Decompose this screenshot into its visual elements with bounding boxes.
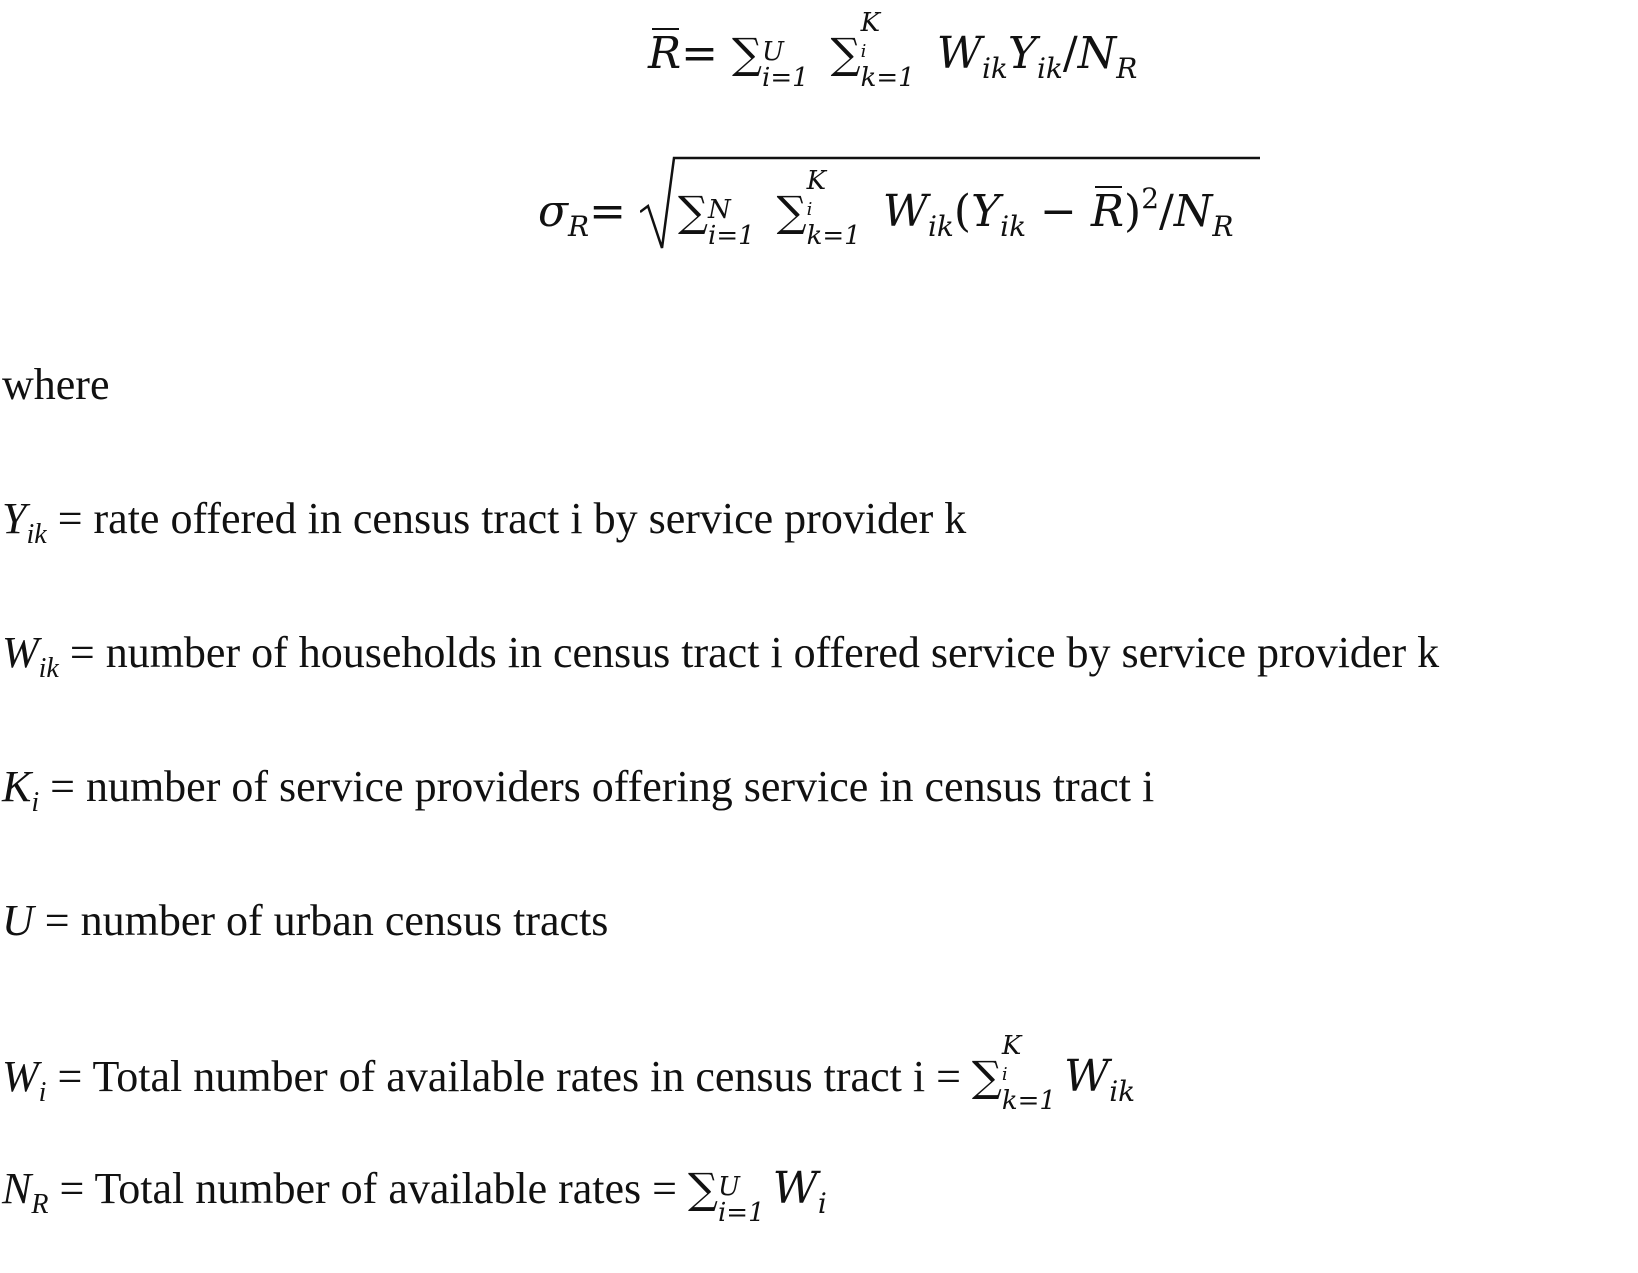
divisor-term: N	[1173, 186, 1213, 237]
equals-sign: =	[681, 28, 719, 79]
sum-upper-letter: K	[1001, 1031, 1022, 1061]
sum-upper-limit	[861, 10, 915, 65]
sum-upper-subscript: i	[1001, 1064, 1008, 1085]
definition-text: = number of urban census tracts	[33, 896, 609, 945]
minus-sign: −	[1026, 186, 1091, 237]
definition-symbol: Y	[2, 494, 27, 543]
sum-lower-limit: i=1	[717, 1198, 765, 1228]
sum-upper-limit: N	[708, 195, 731, 225]
equals-sign: =	[589, 186, 627, 237]
sum-lower-limit: i=1	[762, 63, 809, 93]
close-paren: )	[1124, 186, 1142, 237]
sigma-subscript: R	[568, 210, 590, 243]
divisor-subscript: R	[1212, 210, 1234, 243]
sum-upper-limit: U	[762, 37, 784, 67]
definition-sum-expression	[688, 1163, 827, 1228]
sum-upper-letter: K	[860, 8, 881, 38]
sum-lower-limit: k=1	[1001, 1086, 1056, 1116]
summation-symbol: ∑	[830, 29, 861, 78]
summation-symbol: ∑	[732, 29, 762, 78]
sigma-symbol: σ	[538, 186, 569, 237]
division-slash: /	[1159, 186, 1174, 237]
definition-yik	[2, 494, 967, 550]
divisor-term: N	[1077, 28, 1117, 79]
mean-symbol-letter: R	[1090, 186, 1125, 237]
summation-limits	[861, 10, 915, 91]
open-paren: (	[953, 186, 972, 237]
sum-lower-limit: k=1	[806, 221, 861, 251]
definition-symbol: U	[2, 896, 34, 945]
definition-subscript: i	[38, 1077, 47, 1108]
sum-upper-limit: U	[717, 1172, 740, 1202]
radical-sign-icon	[640, 150, 1260, 260]
sum-upper-letter: K	[806, 166, 827, 196]
definition-subscript: ik	[38, 653, 59, 684]
summation-symbol: ∑	[776, 187, 807, 236]
definition-symbol: K	[2, 762, 32, 811]
definition-wik	[2, 628, 1440, 684]
rate-subscript: ik	[1036, 52, 1063, 85]
sum-term-subscript: i	[817, 1187, 827, 1220]
definition-text: = number of service providers offering service in census tract i	[39, 762, 1155, 811]
definition-wi	[2, 1033, 1135, 1114]
exponent: 2	[1141, 182, 1160, 215]
mean-symbol	[1090, 186, 1125, 237]
definition-u	[2, 896, 609, 945]
sum-lower-limit: i=1	[708, 221, 755, 251]
rate-term: Y	[1007, 28, 1037, 79]
definition-text: = Total number of available rates =	[48, 1164, 688, 1213]
mean-symbol	[648, 28, 682, 79]
summation-symbol: ∑	[678, 187, 708, 236]
rate-subscript: ik	[1000, 210, 1027, 243]
weight-subscript: ik	[927, 210, 954, 243]
definition-text: = number of households in census tract i offered service by service provider k	[58, 628, 1440, 677]
definition-symbol: N	[2, 1164, 32, 1213]
sum-upper-subscript: i	[860, 41, 867, 62]
summation-symbol: ∑	[688, 1164, 718, 1213]
definition-subscript: i	[31, 787, 40, 818]
sum-term-subscript: ik	[1109, 1075, 1136, 1108]
summation-symbol: ∑	[971, 1052, 1002, 1101]
stddev-rate-equation	[538, 160, 1239, 249]
rate-term: Y	[971, 186, 1001, 237]
summation-limits	[762, 39, 809, 91]
division-slash: /	[1062, 28, 1078, 79]
sum-lower-limit: k=1	[860, 63, 915, 93]
summation-limits	[1002, 1033, 1056, 1114]
definition-ki	[2, 762, 1155, 818]
sum-upper-limit	[1002, 1033, 1056, 1088]
divisor-subscript: R	[1116, 52, 1138, 85]
summation-limits	[718, 1174, 765, 1226]
mean-symbol-letter: R	[648, 28, 682, 79]
definition-text: = rate offered in census tract i by service provider k	[46, 494, 967, 543]
definition-subscript: R	[31, 1189, 49, 1220]
weight-term: W	[882, 186, 928, 237]
sum-term: W	[772, 1163, 818, 1214]
where-label: where	[2, 360, 110, 409]
definition-subscript: ik	[26, 519, 47, 550]
definition-text: = Total number of available rates in census tract i =	[46, 1052, 972, 1101]
definition-nr	[2, 1163, 827, 1228]
definition-symbol: W	[2, 1052, 39, 1101]
square-root	[640, 160, 1239, 249]
definition-symbol: W	[2, 628, 39, 677]
definition-sum-expression	[971, 1031, 1136, 1116]
sum-term: W	[1063, 1051, 1110, 1102]
mean-rate-equation	[648, 10, 1137, 91]
weight-term: W	[936, 28, 982, 79]
weight-subscript: ik	[981, 52, 1008, 85]
sum-upper-subscript: i	[806, 199, 813, 220]
